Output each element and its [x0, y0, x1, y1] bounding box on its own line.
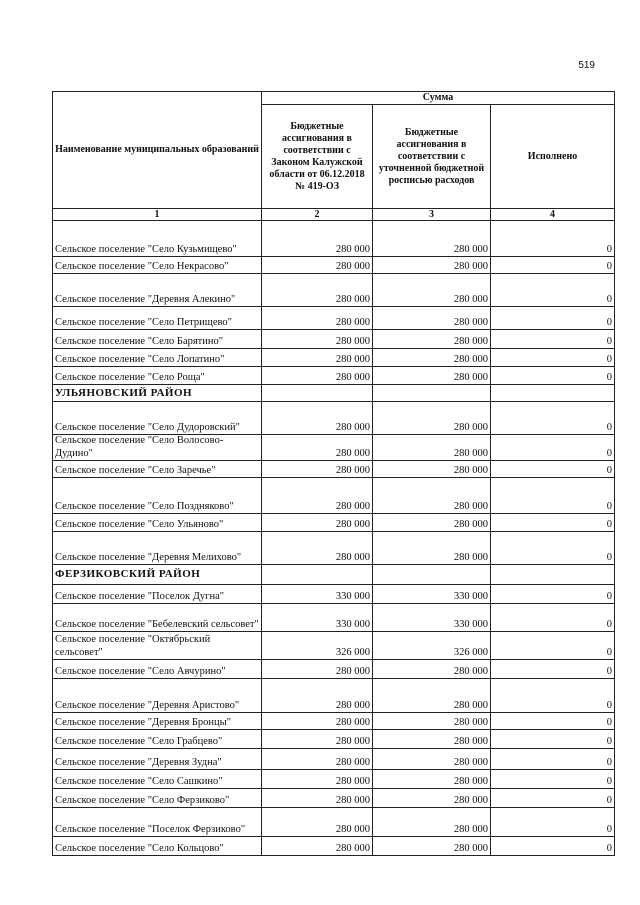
table-row	[53, 514, 615, 532]
law-allocation-value: 280 000	[262, 532, 373, 565]
refined-allocation-value: 280 000	[373, 837, 491, 856]
law-allocation-value: 280 000	[262, 349, 373, 367]
refined-allocation-value: 280 000	[373, 532, 491, 565]
refined-allocation-value: 280 000	[373, 257, 491, 274]
refined-allocation-value: 330 000	[373, 604, 491, 632]
executed-value: 0	[491, 478, 615, 514]
executed-value: 0	[491, 514, 615, 532]
municipality-name: Сельское поселение "Поселок Дугна"	[53, 585, 262, 604]
executed-value: 0	[491, 730, 615, 749]
law-allocation-value: 280 000	[262, 837, 373, 856]
municipality-name: Сельское поселение "Село Волосово-Дудино"	[53, 435, 262, 461]
header-refined-allocations: Бюджетные ассигнования в соответствии с уточненной бюджетной росписью расходов	[373, 105, 491, 209]
column-number-1: 1	[53, 209, 262, 221]
municipality-name: Сельское поселение "Село Поздняково"	[53, 478, 262, 514]
municipality-name: Сельское поселение "Село Ульяново"	[53, 514, 262, 532]
law-allocation-value: 330 000	[262, 585, 373, 604]
refined-allocation-value: 280 000	[373, 789, 491, 808]
table-row	[53, 402, 615, 435]
municipality-name: Сельское поселение "Деревня Бронцы"	[53, 713, 262, 730]
executed-value: 0	[491, 435, 615, 461]
refined-allocation-value: 280 000	[373, 307, 491, 330]
executed-value: 0	[491, 749, 615, 770]
executed-value: 0	[491, 367, 615, 385]
executed-value: 0	[491, 349, 615, 367]
table-row	[53, 461, 615, 478]
refined-allocation-value: 280 000	[373, 749, 491, 770]
law-allocation-value: 280 000	[262, 808, 373, 837]
law-allocation-value: 280 000	[262, 660, 373, 679]
law-allocation-value: 280 000	[262, 478, 373, 514]
table-row	[53, 257, 615, 274]
table-row	[53, 632, 615, 660]
table-row	[53, 730, 615, 749]
refined-allocation-value: 280 000	[373, 730, 491, 749]
refined-allocation-value: 280 000	[373, 770, 491, 789]
table-row	[53, 770, 615, 789]
municipality-name: Сельское поселение "Село Авчурино"	[53, 660, 262, 679]
refined-allocation-value: 280 000	[373, 349, 491, 367]
municipality-name: Сельское поселение "Бебелевский сельсовет"	[53, 604, 262, 632]
refined-allocation-value: 280 000	[373, 402, 491, 435]
law-allocation-value: 280 000	[262, 770, 373, 789]
empty-cell	[491, 565, 615, 585]
region-heading: УЛЬЯНОВСКИЙ РАЙОН	[53, 385, 262, 402]
region-row	[53, 385, 615, 402]
municipality-name: Сельское поселение "Деревня Зудна"	[53, 749, 262, 770]
executed-value: 0	[491, 402, 615, 435]
municipality-name: Сельское поселение "Октябрьский сельсовет"	[53, 632, 262, 660]
municipality-name: Сельское поселение "Село Дудоровский"	[53, 402, 262, 435]
table-row	[53, 349, 615, 367]
header-law-allocations: Бюджетные ассигнования в соответствии с Законом Калужской области от 06.12.2018 № 419-ОЗ	[262, 105, 373, 209]
table-row	[53, 660, 615, 679]
table-row	[53, 532, 615, 565]
law-allocation-value: 280 000	[262, 789, 373, 808]
region-row	[53, 565, 615, 585]
refined-allocation-value: 280 000	[373, 713, 491, 730]
refined-allocation-value: 280 000	[373, 660, 491, 679]
refined-allocation-value: 280 000	[373, 274, 491, 307]
law-allocation-value: 280 000	[262, 221, 373, 257]
executed-value: 0	[491, 330, 615, 349]
law-allocation-value: 326 000	[262, 632, 373, 660]
executed-value: 0	[491, 532, 615, 565]
refined-allocation-value: 280 000	[373, 330, 491, 349]
executed-value: 0	[491, 837, 615, 856]
municipality-name: Сельское поселение "Деревня Аристово"	[53, 679, 262, 713]
municipality-name: Сельское поселение "Село Петрищево"	[53, 307, 262, 330]
refined-allocation-value: 280 000	[373, 461, 491, 478]
table-row	[53, 604, 615, 632]
law-allocation-value: 280 000	[262, 274, 373, 307]
municipality-name: Сельское поселение "Деревня Алекино"	[53, 274, 262, 307]
refined-allocation-value: 280 000	[373, 367, 491, 385]
executed-value: 0	[491, 604, 615, 632]
municipality-name: Сельское поселение "Село Роща"	[53, 367, 262, 385]
table-row	[53, 749, 615, 770]
refined-allocation-value: 280 000	[373, 435, 491, 461]
law-allocation-value: 280 000	[262, 307, 373, 330]
table-row	[53, 808, 615, 837]
municipality-name: Сельское поселение "Село Кузьмищево"	[53, 221, 262, 257]
law-allocation-value: 280 000	[262, 749, 373, 770]
table-row	[53, 837, 615, 856]
executed-value: 0	[491, 789, 615, 808]
executed-value: 0	[491, 713, 615, 730]
executed-value: 0	[491, 274, 615, 307]
executed-value: 0	[491, 679, 615, 713]
refined-allocation-value: 280 000	[373, 808, 491, 837]
law-allocation-value: 280 000	[262, 257, 373, 274]
header-executed: Исполнено	[491, 105, 615, 209]
table-row	[53, 789, 615, 808]
executed-value: 0	[491, 307, 615, 330]
law-allocation-value: 280 000	[262, 435, 373, 461]
empty-cell	[373, 385, 491, 402]
table-row	[53, 679, 615, 713]
table-row	[53, 221, 615, 257]
municipality-name: Сельское поселение "Село Барятино"	[53, 330, 262, 349]
refined-allocation-value: 280 000	[373, 478, 491, 514]
table-row	[53, 713, 615, 730]
municipality-name: Сельское поселение "Село Заречье"	[53, 461, 262, 478]
refined-allocation-value: 326 000	[373, 632, 491, 660]
executed-value: 0	[491, 585, 615, 604]
refined-allocation-value: 280 000	[373, 221, 491, 257]
law-allocation-value: 280 000	[262, 730, 373, 749]
municipality-name: Сельское поселение "Село Некрасово"	[53, 257, 262, 274]
executed-value: 0	[491, 770, 615, 789]
executed-value: 0	[491, 257, 615, 274]
table-row	[53, 307, 615, 330]
table-row	[53, 585, 615, 604]
empty-cell	[262, 385, 373, 402]
page-number: 519	[578, 60, 595, 71]
law-allocation-value: 280 000	[262, 330, 373, 349]
executed-value: 0	[491, 221, 615, 257]
law-allocation-value: 280 000	[262, 402, 373, 435]
municipality-name: Сельское поселение "Село Грабцево"	[53, 730, 262, 749]
law-allocation-value: 280 000	[262, 367, 373, 385]
refined-allocation-value: 280 000	[373, 514, 491, 532]
law-allocation-value: 280 000	[262, 514, 373, 532]
table-row	[53, 274, 615, 307]
table-row	[53, 330, 615, 349]
column-number-2: 2	[262, 209, 373, 221]
column-number-4: 4	[491, 209, 615, 221]
municipality-name: Сельское поселение "Поселок Ферзиково"	[53, 808, 262, 837]
empty-cell	[262, 565, 373, 585]
municipality-name: Сельское поселение "Деревня Мелихово"	[53, 532, 262, 565]
executed-value: 0	[491, 660, 615, 679]
empty-cell	[373, 565, 491, 585]
executed-value: 0	[491, 632, 615, 660]
municipality-name: Сельское поселение "Село Кольцово"	[53, 837, 262, 856]
table-row	[53, 435, 615, 461]
law-allocation-value: 280 000	[262, 713, 373, 730]
budget-table	[52, 91, 615, 856]
region-heading: ФЕРЗИКОВСКИЙ РАЙОН	[53, 565, 262, 585]
law-allocation-value: 330 000	[262, 604, 373, 632]
header-sum-group: Сумма	[262, 92, 615, 105]
refined-allocation-value: 280 000	[373, 679, 491, 713]
municipality-name: Сельское поселение "Село Ферзиково"	[53, 789, 262, 808]
executed-value: 0	[491, 808, 615, 837]
law-allocation-value: 280 000	[262, 461, 373, 478]
table-row	[53, 478, 615, 514]
header-name-column: Наименование муниципальных образований	[53, 92, 262, 209]
refined-allocation-value: 330 000	[373, 585, 491, 604]
municipality-name: Сельское поселение "Село Сашкино"	[53, 770, 262, 789]
municipality-name: Сельское поселение "Село Лопатино"	[53, 349, 262, 367]
empty-cell	[491, 385, 615, 402]
table-row	[53, 367, 615, 385]
law-allocation-value: 280 000	[262, 679, 373, 713]
executed-value: 0	[491, 461, 615, 478]
column-number-3: 3	[373, 209, 491, 221]
